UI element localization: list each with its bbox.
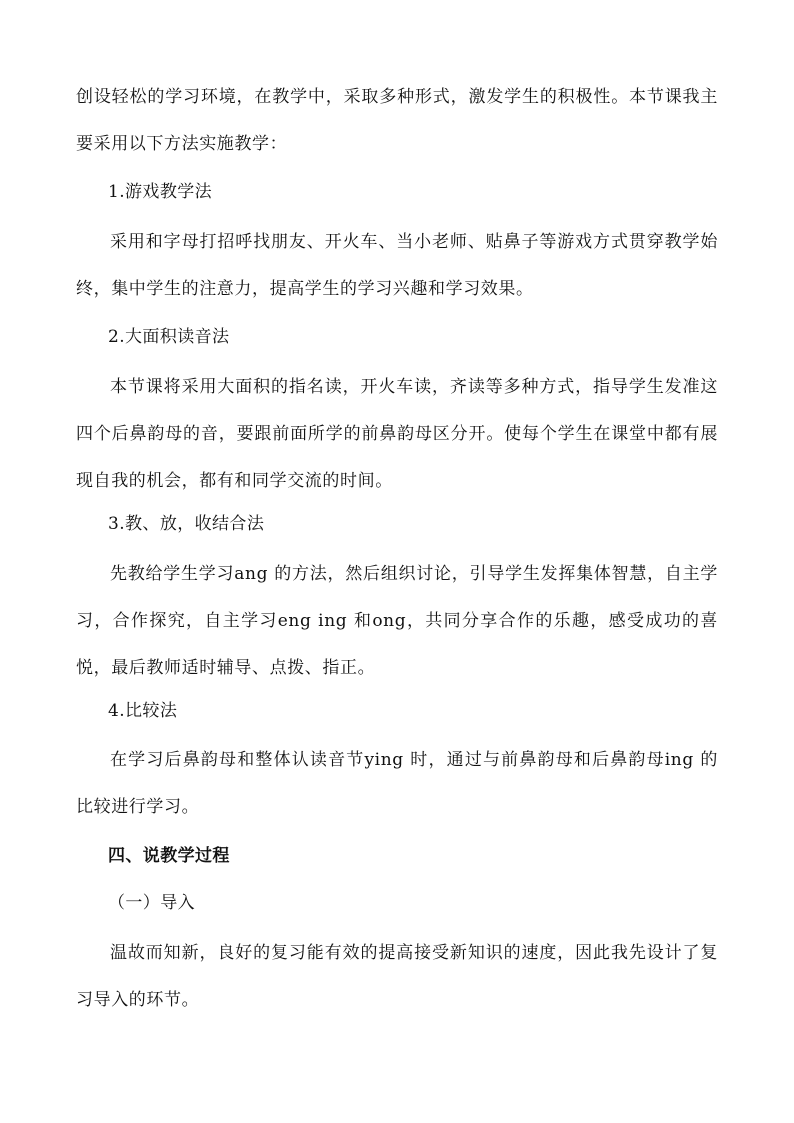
method2-paragraph: 本节课将采用大面积的指名读，开火车读，齐读等多种方式，指导学生发准这四个后鼻韵母的音，要跟前面所学的前鼻韵母区分开。使每个学生在课堂中都有展现自我的机会，都有和同学交流的时间。 [76,377,718,491]
subsection-paragraph: 温故而知新，良好的复习能有效的提高接受新知识的速度，因此我先设计了复习导入的环节。 [76,943,718,1010]
method4-heading: 4.比较法 [108,701,178,721]
section-heading: 四、说教学过程 [108,846,230,866]
method1-heading: 1.游戏教学法 [108,182,213,202]
method2-heading: 2.大面积读音法 [108,327,230,347]
method3-heading: 3.教、放，收结合法 [108,514,265,534]
method1-paragraph: 采用和字母打招呼找朋友、开火车、当小老师、贴鼻子等游戏方式贯穿教学始终，集中学生的注意力，提高学生的学习兴趣和学习效果。 [76,232,718,299]
method4-paragraph: 在学习后鼻韵母和整体认读音节ying 时，通过与前鼻韵母和后鼻韵母ing 的比较进行学习。 [76,750,718,817]
intro-paragraph: 创设轻松的学习环境，在教学中，采取多种形式，激发学生的积极性。本节课我主要采用以下方法实施教学： [76,87,718,154]
subsection-heading: （一）导入 [108,893,195,913]
method3-paragraph: 先教给学生学习ang 的方法，然后组织讨论，引导学生发挥集体智慧，自主学习，合作探究，自主学习eng ing 和ong，共同分享合作的乐趣，感受成功的喜悦，最后教师适时辅导、点拨、指正。 [76,564,718,678]
